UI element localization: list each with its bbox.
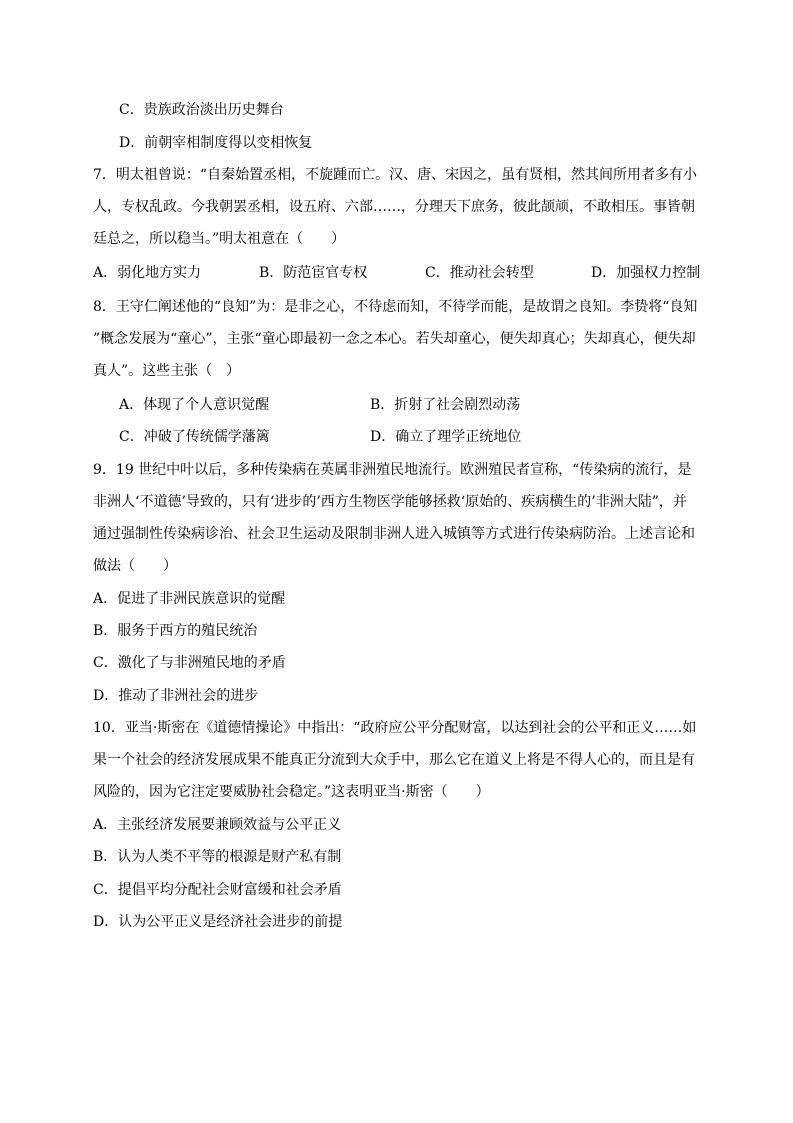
q7-option-b: B．防范宦官专权	[259, 265, 368, 281]
q8-stem-line-2: ”概念发展为“童心”，主张“童心即最初一念之本心。若失却童心，便失却真心；失却真心，便失却	[93, 331, 696, 347]
q9-option-a: A．促进了非洲民族意识的觉醒	[93, 591, 286, 607]
q7-stem-line-2: 人，专权乱政。今我朝罢丞相，设五府、六部……，分理天下庶务，彼此颉颃，不敢相压。事皆朝	[93, 199, 695, 215]
q8-option-b: B．折射了社会剧烈动荡	[370, 397, 521, 413]
q7-option-a: A．弱化地方实力	[93, 265, 202, 281]
q10-option-d: D．认为公平正义是经济社会进步的前提	[93, 914, 343, 930]
q8-option-a: A．体现了个人意识觉醒	[119, 397, 270, 413]
q8-stem-line-1: 8．王守仁阐述他的“良知”为：是非之心，不待虑而知，不待学而能，是故谓之良知。李贽将“良知	[93, 299, 698, 315]
q10-stem-line-3: 风险的，因为它注定要威胁社会稳定。”这表明亚当·斯密（ ）	[93, 784, 490, 800]
q7-stem-line-1: 7．明太祖曾说：“自秦始置丞相，不旋踵而亡。汉、唐、宋因之，虽有贤相，然其间所用者多有小	[93, 167, 698, 183]
q9-stem-line-4: 做法（ ）	[93, 558, 177, 574]
q9-option-d: D．推动了非洲社会的进步	[93, 688, 259, 704]
q8-options-row-2	[119, 427, 619, 447]
q6-option-c: C．贵族政治淡出历史舞台	[119, 102, 284, 118]
q8-option-c: C．冲破了传统儒学藩篱	[119, 429, 270, 445]
q7-options	[93, 263, 703, 283]
q10-stem-line-2: 果一个社会的经济发展成果不能真正分流到大众手中，那么它在道义上将是不得人心的，而且是有	[93, 752, 695, 768]
q7-option-d: D．加强权力控制	[591, 265, 701, 281]
q9-stem-line-2: 非洲人‘不道德’导致的，只有‘进步的’西方生物医学能够拯救‘原始的、疾病横生的’非洲大陆”，并	[93, 494, 687, 510]
q8-stem-line-3: 真人”。这些主张（ ）	[93, 363, 241, 379]
q8-option-d: D．确立了理学正统地位	[370, 429, 522, 445]
q6-option-d: D．前朝宰相制度得以变相恢复	[119, 135, 313, 151]
q9-stem-line-1: 9．19 世纪中叶以后，多种传染病在英属非洲殖民地流行。欧洲殖民者宣称，“传染病的流行，是	[93, 462, 692, 478]
q9-stem-line-3: 通过强制性传染病诊治、社会卫生运动及限制非洲人进入城镇等方式进行传染病防治。上述言论和	[93, 526, 695, 542]
q7-stem-line-3: 廷总之，所以稳当。”明太祖意在（ ）	[93, 231, 346, 247]
q10-option-a: A．主张经济发展要兼顾效益与公平正义	[93, 817, 342, 833]
q9-option-c: C．激化了与非洲殖民地的矛盾	[93, 655, 286, 671]
q10-option-b: B．认为人类不平等的根源是财产私有制	[93, 849, 342, 865]
q8-options-row-1	[119, 395, 619, 415]
q7-option-c: C．推动社会转型	[425, 265, 534, 281]
q10-stem-line-1: 10．亚当·斯密在《道德情操论》中指出：“政府应公平分配财富，以达到社会的公平和正义……如	[93, 720, 697, 736]
q9-option-b: B．服务于西方的殖民统治	[93, 623, 258, 639]
q10-option-c: C．提倡平均分配社会财富缓和社会矛盾	[93, 882, 342, 898]
